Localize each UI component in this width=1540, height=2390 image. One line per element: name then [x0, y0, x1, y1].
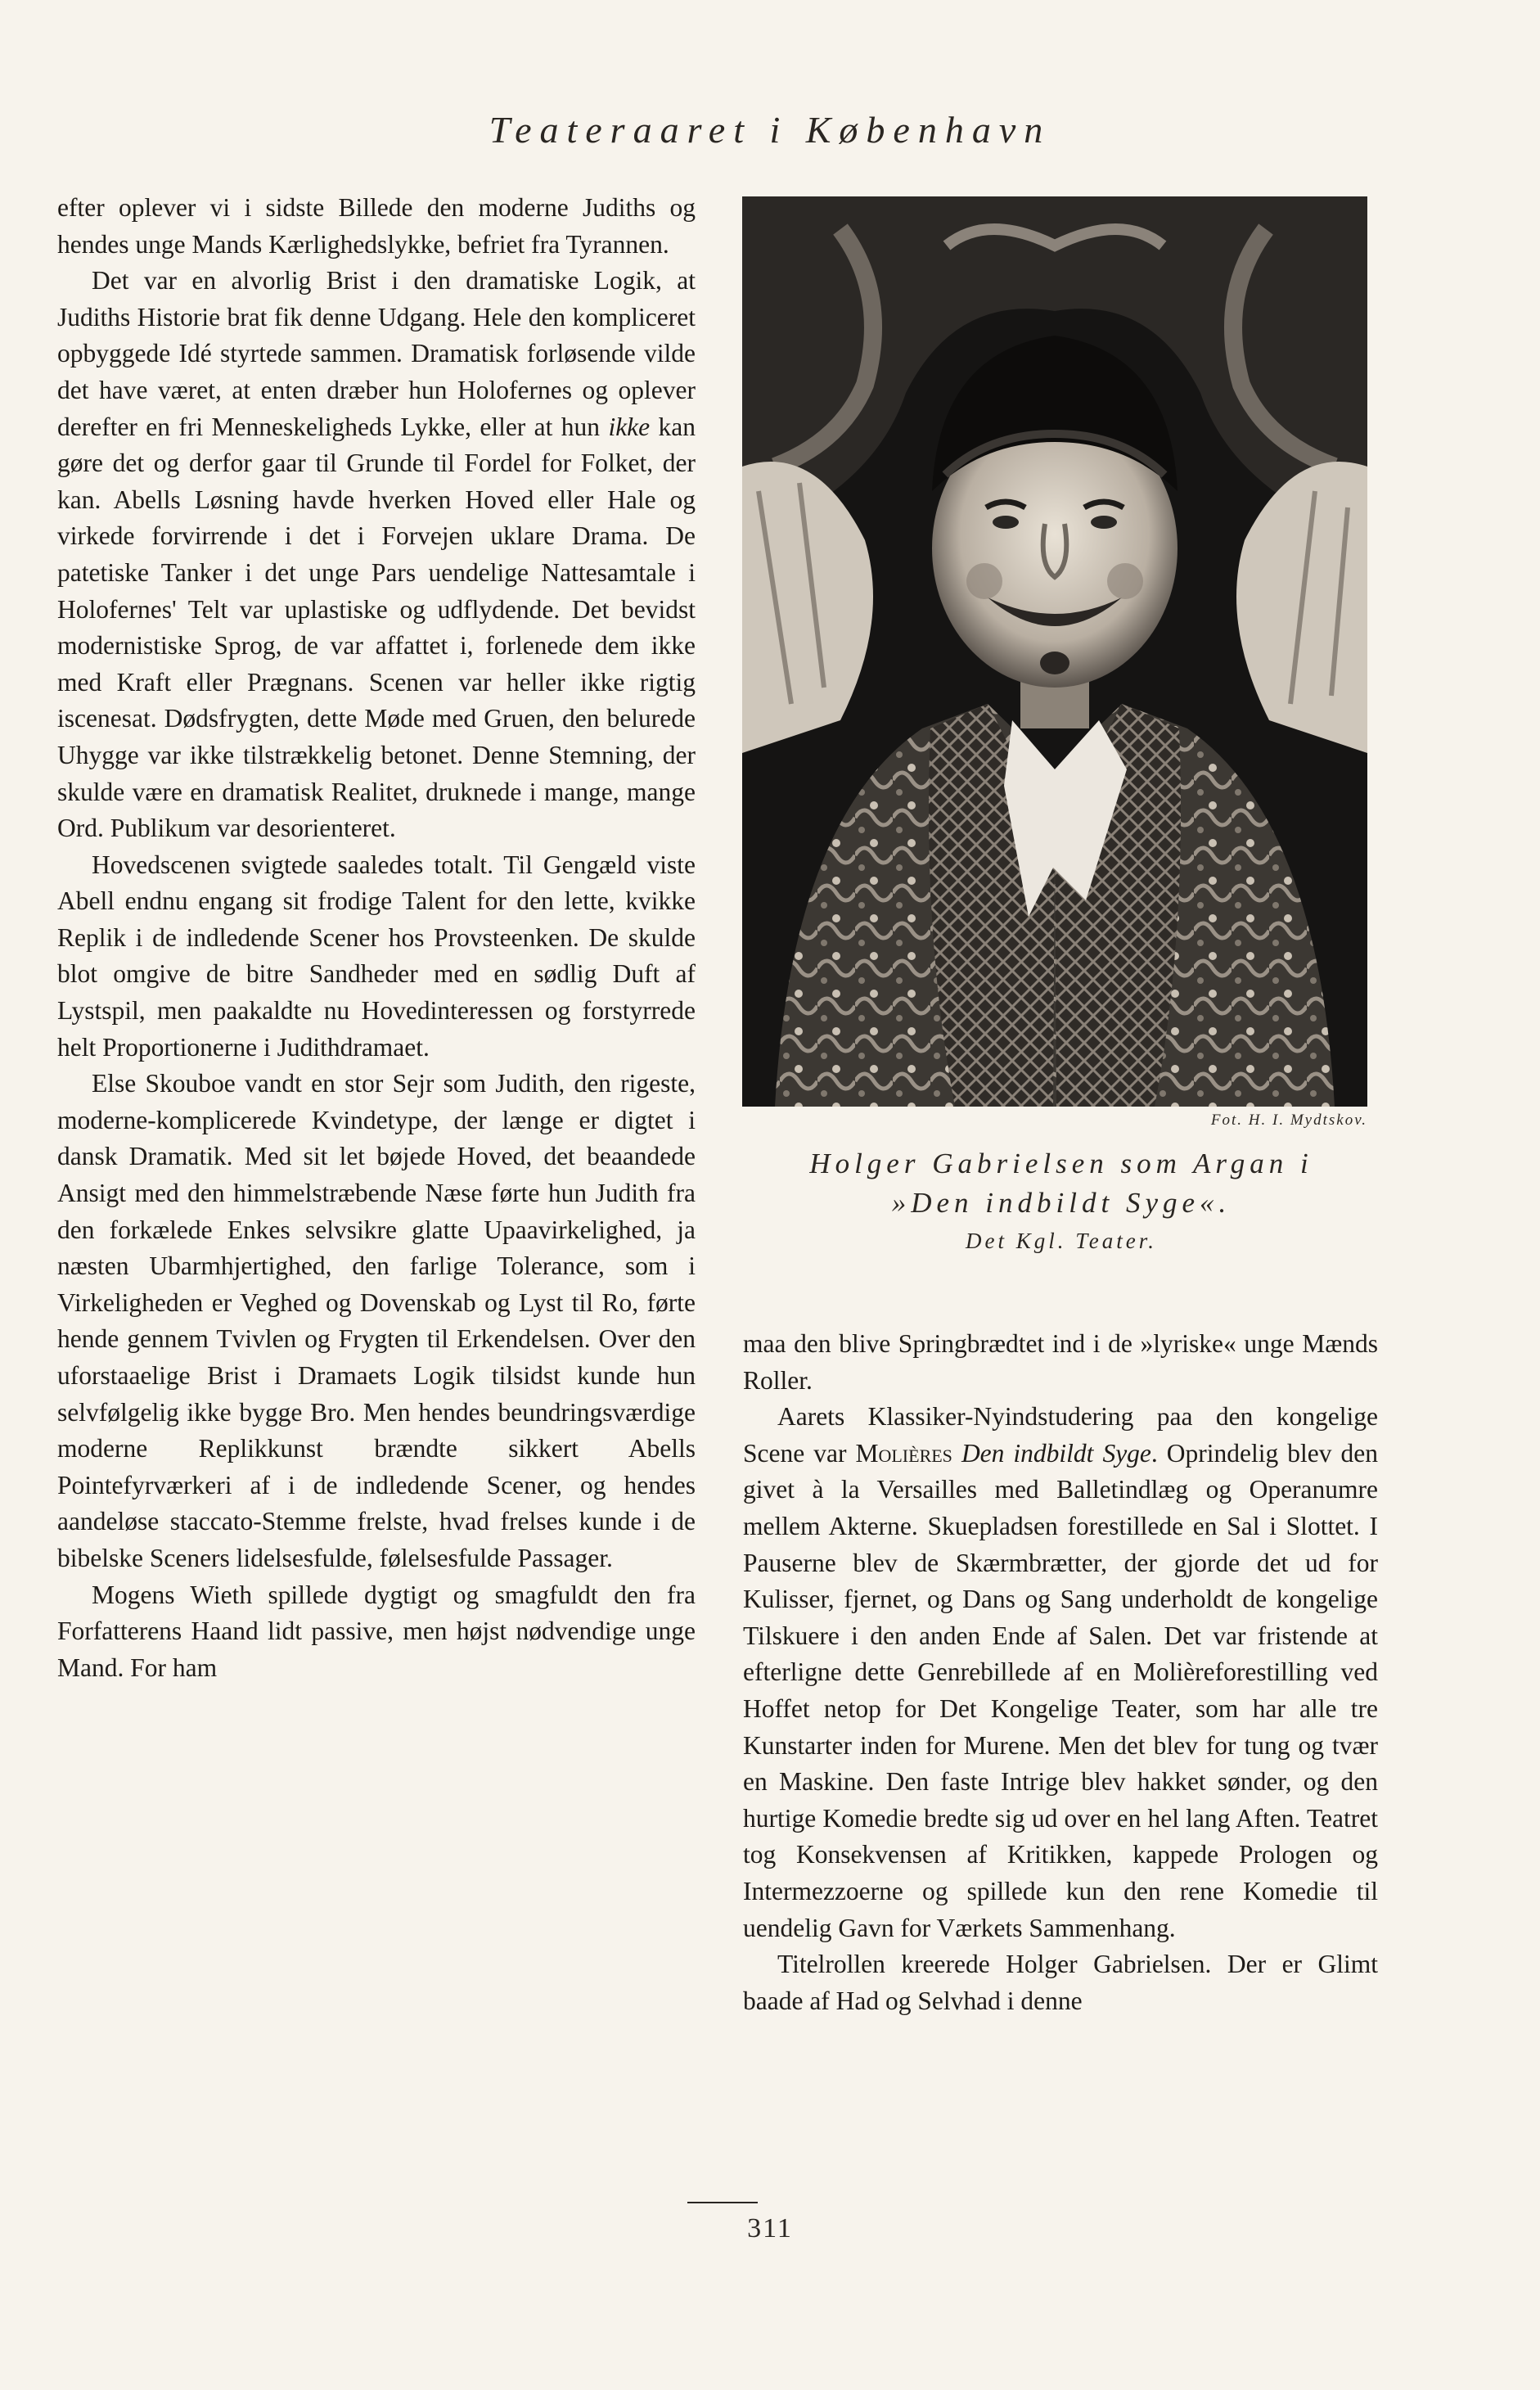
left-column	[57, 190, 696, 1686]
paragraph: maa den blive Springbrædtet ind i de »lyriske« unge Mænds Roller.	[743, 1329, 1378, 1395]
paragraph: efter oplever vi i sidste Billede den moderne Judiths og hendes unge Mands Kærlighedslykke, befriet fra Tyrannen.	[57, 193, 696, 259]
caption-line: Holger Gabrielsen som Argan i	[809, 1148, 1313, 1179]
play-title: Den indbildt Syge	[961, 1438, 1151, 1468]
caption-line: Det Kgl. Teater.	[965, 1229, 1157, 1253]
page-number-rule	[687, 2202, 758, 2203]
photo-credit: Fot. H. I. Mydtskov.	[1210, 1112, 1367, 1129]
paragraph-text: kan gøre det og derfor gaar til Grunde til Fordel for Folket, der kan. Abells Løsning havde hverken Hoved eller Hale og virkede forvirrende i det i Forvejen uklare Drama. De patetiske Tanker i det unge Pars uendelige Nattesamtale i Holofernes' Telt var uplastiske og udflydende. Det bevidst modernistiske Sprog, de var affattet i, forlenede dem ikke med Kraft eller Prægnans. Scenen var heller ikke rigtig iscenesat. Dødsfrygten, dette Møde med Gruen, den belurede Uhygge var ikke tilstrækkelig betonet. Denne Stemning, der skulde være en dramatisk Realitet, druknede i mange, mange Ord. Publikum var desorienteret.	[57, 412, 696, 843]
paragraph	[743, 1399, 1378, 1946]
paragraph: Titelrollen kreerede Holger Gabrielsen. Der er Glimt baade af Had og Selvhad i denne	[743, 1950, 1378, 2015]
paragraph: Hovedscenen svigtede saaledes totalt. Til Gengæld viste Abell endnu engang sit frodige Talent for den lette, kvikke Replik i de indledende Scener hos Provsteenken. De skulde blot omgive de bitre Sandheder med en sødlig Duft af Lystspil, men paakaldte nu Hovedinteressen og forstyrrede helt Proportionerne i Judithdramaet.	[57, 850, 696, 1062]
right-column	[743, 1326, 1378, 2019]
page-number: 311	[747, 2213, 793, 2243]
photo-caption	[742, 1144, 1380, 1259]
caption-line: »Den indbildt Syge«.	[891, 1187, 1232, 1219]
paragraph-text: Aarets Klassiker-Nyindstudering paa den kongelige Scene var	[743, 1402, 1378, 1468]
author-name: Molières	[855, 1438, 952, 1468]
paragraph	[57, 263, 696, 847]
italic-word: ikke	[608, 412, 651, 441]
portrait-illustration	[742, 196, 1367, 1107]
portrait-photo	[742, 196, 1367, 1107]
paragraph: Mogens Wieth spillede dygtigt og smagfuldt den fra Forfatterens Haand lidt passive, men højst nødvendige unge Mand. For ham	[57, 1580, 696, 1682]
paragraph-text: . Oprindelig blev den givet à la Versailles med Balletindlæg og Operanumre mellem Akterne. Skuepladsen forestillede en Sal i Slottet. I Pauserne blev de Skærmbrætter, der gjorde det ud for Kulisser, fjernet, og Dans og Sang underholdt de kongelige Tilskuere i den anden Ende af Salen. Det var fristende at efterligne dette Genrebillede af en Molièreforestilling ved Hoffet netop for Det Kongelige Teater, som har alle tre Kunstarter inden for Murene. Men det blev for tung og tvær en Maskine. Den faste Intrige blev hakket sønder, og den hurtige Komedie bredte sig ud over en hel lang Aften. Teatret tog Konsekvensen af Kritikken, kappede Prologen og Intermezzoerne og spillede kun den rene Komedie til uendelig Gavn for Værkets Sammenhang.	[743, 1438, 1378, 1942]
paragraph: Else Skouboe vandt en stor Sejr som Judith, den rigeste, moderne-komplicerede Kvindetype, der længe er digtet i dansk Dramatik. Med sit let bøjede Hoved, det beaandede Ansigt med den himmelstræbende Næse førte hun Judith fra den forkælede Enkes selvsikre glatte Upaavirkelighed, ja næsten Ubarmhjertighed, den farlige Tolerance, som i Virkeligheden er Veghed og Dovenskab og Lyst til Ro, førte hende gennem Tvivlen og Frygten til Erkendelsen. Over den uforstaaelige Brist i Dramaets Logik tilsidst kunde hun selvfølgelig ikke bygge Bro. Men hendes beundringsværdige moderne Replikkunst brændte sikkert Abells Pointefyrværkeri af i de indledende Scener, og hendes aandeløse staccato-Stemme frelste, hvad frelses kunde i de bibelske Sceners lidelsesfulde, følelsesfulde Passager.	[57, 1069, 696, 1572]
running-head: Teateraaret i København	[489, 109, 1051, 151]
paragraph-text: Det var en alvorlig Brist i den dramatiske Logik, at Judiths Historie brat fik denne Udgang. Hele den kompliceret opbyggede Idé styrtede sammen. Dramatisk forløsende vilde det have været, at enten dræber hun Holofernes og oplever derefter en fri Menneskeligheds Lykke, eller at hun	[57, 266, 696, 441]
